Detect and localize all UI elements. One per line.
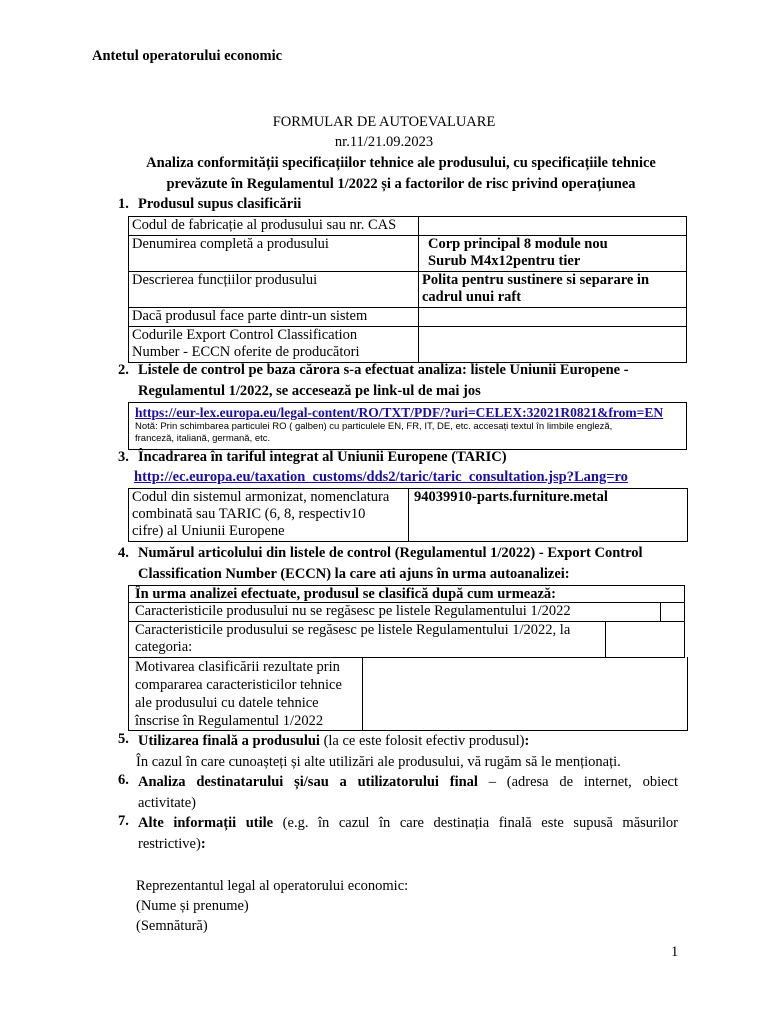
product-system-value	[419, 308, 687, 327]
section7-number: 7.	[118, 813, 129, 829]
section4-heading-1: Numărul articolului din listele de control (Regulamentul 1/2022) - Export Control	[138, 545, 643, 561]
product-code-value	[419, 217, 687, 236]
section7-line-2: restrictive):	[138, 836, 206, 852]
signature-representative: Reprezentantul legal al operatorului economic:	[136, 878, 409, 894]
classification-header: În urma analizei efectuate, produsul se clasifică după cum urmează:	[128, 585, 685, 603]
company-header: Antetul operatorului economic	[92, 48, 283, 64]
eu-list-table	[128, 402, 687, 450]
checkbox-divider	[660, 602, 661, 621]
section6-line-2: activitate)	[138, 795, 196, 811]
category-divider	[605, 621, 606, 657]
eur-lex-link[interactable]: https://eur-lex.europa.eu/legal-content/RO/TXT/PDF/?uri=CELEX:32021R0821&from=EN	[135, 405, 664, 420]
product-functions-value: Polita pentru sustinere si separare in cadrul unui raft	[419, 272, 687, 308]
classification-row-not-listed: Caracteristicile produsului nu se regăsesc pe listele Regulamentului 1/2022	[128, 602, 685, 622]
language-note-2: franceză, italiană, germană, etc.	[135, 433, 271, 444]
eccn-codes-value	[419, 327, 687, 363]
classification-motivation-row: Motivarea clasificării rezultate prin compararea caracteristicilor tehnice ale produsului cu datele tehnice înscrise în Regulamentul 1/2022	[128, 657, 688, 731]
product-name-value: Corp principal 8 module nou Surub M4x12pentru tier	[419, 236, 687, 272]
product-name-label: Denumirea completă a produsului	[129, 236, 419, 272]
section7-line-1: Alte informații utile (e.g. în cazul în care destinația finală este supusă măsurilor	[138, 815, 678, 831]
taric-code-label: Codul din sistemul armonizat, nomenclatura combinată sau TARIC (6, 8, respectiv10 cifre) al Uniunii Europene	[129, 489, 409, 542]
classification-row-listed: Caracteristicile produsului se regăsesc pe listele Regulamentului 1/2022, la categoria:	[128, 621, 685, 658]
section4-heading-2: Classification Number (ECCN) la care ati ajuns în urma autoanalizei:	[138, 566, 570, 582]
section3-number: 3.	[118, 449, 129, 465]
signature-name: (Nume și prenume)	[136, 898, 249, 914]
form-number: nr.11/21.09.2023	[334, 134, 434, 150]
taric-link[interactable]: http://ec.europa.eu/taxation_customs/dds2/taric/taric_consultation.jsp?Lang=ro	[134, 469, 628, 485]
product-functions-label: Descrierea funcțiilor produsului	[129, 272, 419, 308]
section4-number: 4.	[118, 545, 129, 561]
section6-number: 6.	[118, 772, 129, 788]
language-note-1: Notă: Prin schimbarea particulei RO ( galben) cu particulele EN, FR, IT, DE, etc. accesați textul în limbile engleză,	[135, 421, 613, 432]
page-number: 1	[671, 944, 679, 960]
section1-number: 1.	[118, 196, 129, 212]
product-table	[128, 216, 687, 363]
taric-table	[128, 488, 688, 542]
motivation-divider	[362, 657, 363, 730]
signature-sign: (Semnătură)	[136, 918, 208, 934]
taric-code-value: 94039910-parts.furniture.metal	[409, 489, 688, 542]
section2-heading-1: Listele de control pe baza cărora s-a efectuat analiza: listele Uniunii Europene -	[138, 362, 629, 378]
eccn-codes-label: Codurile Export Control Classification Number - ECCN oferite de producători	[129, 327, 419, 363]
form-subtitle-1: Analiza conformității specificațiilor tehnice ale produsului, cu specificațiile tehnice	[146, 155, 656, 171]
section2-number: 2.	[118, 362, 129, 378]
section5-text: În cazul în care cunoașteți și alte utilizări ale produsului, vă rugăm să le menționați.	[136, 754, 621, 770]
section6-line-1: Analiza destinatarului și/sau a utilizatorului final – (adresa de internet, obiect	[138, 774, 678, 790]
section1-heading: Produsul supus clasificării	[138, 196, 302, 212]
section2-heading-2: Regulamentul 1/2022, se accesează pe link-ul de mai jos	[138, 383, 481, 399]
form-subtitle-2: prevăzute în Regulamentul 1/2022 și a factorilor de risc privind operațiunea	[166, 176, 636, 192]
product-code-label: Codul de fabricație al produsului sau nr. CAS	[129, 217, 419, 236]
section5-heading: Utilizarea finală a produsului (la ce este folosit efectiv produsul):	[138, 733, 530, 749]
section3-heading: Încadrarea în tariful integrat al Uniunii Europene (TARIC)	[138, 449, 507, 465]
form-title: FORMULAR DE AUTOEVALUARE	[272, 114, 496, 130]
section5-number: 5.	[118, 731, 129, 747]
product-system-label: Dacă produsul face parte dintr-un sistem	[129, 308, 419, 327]
